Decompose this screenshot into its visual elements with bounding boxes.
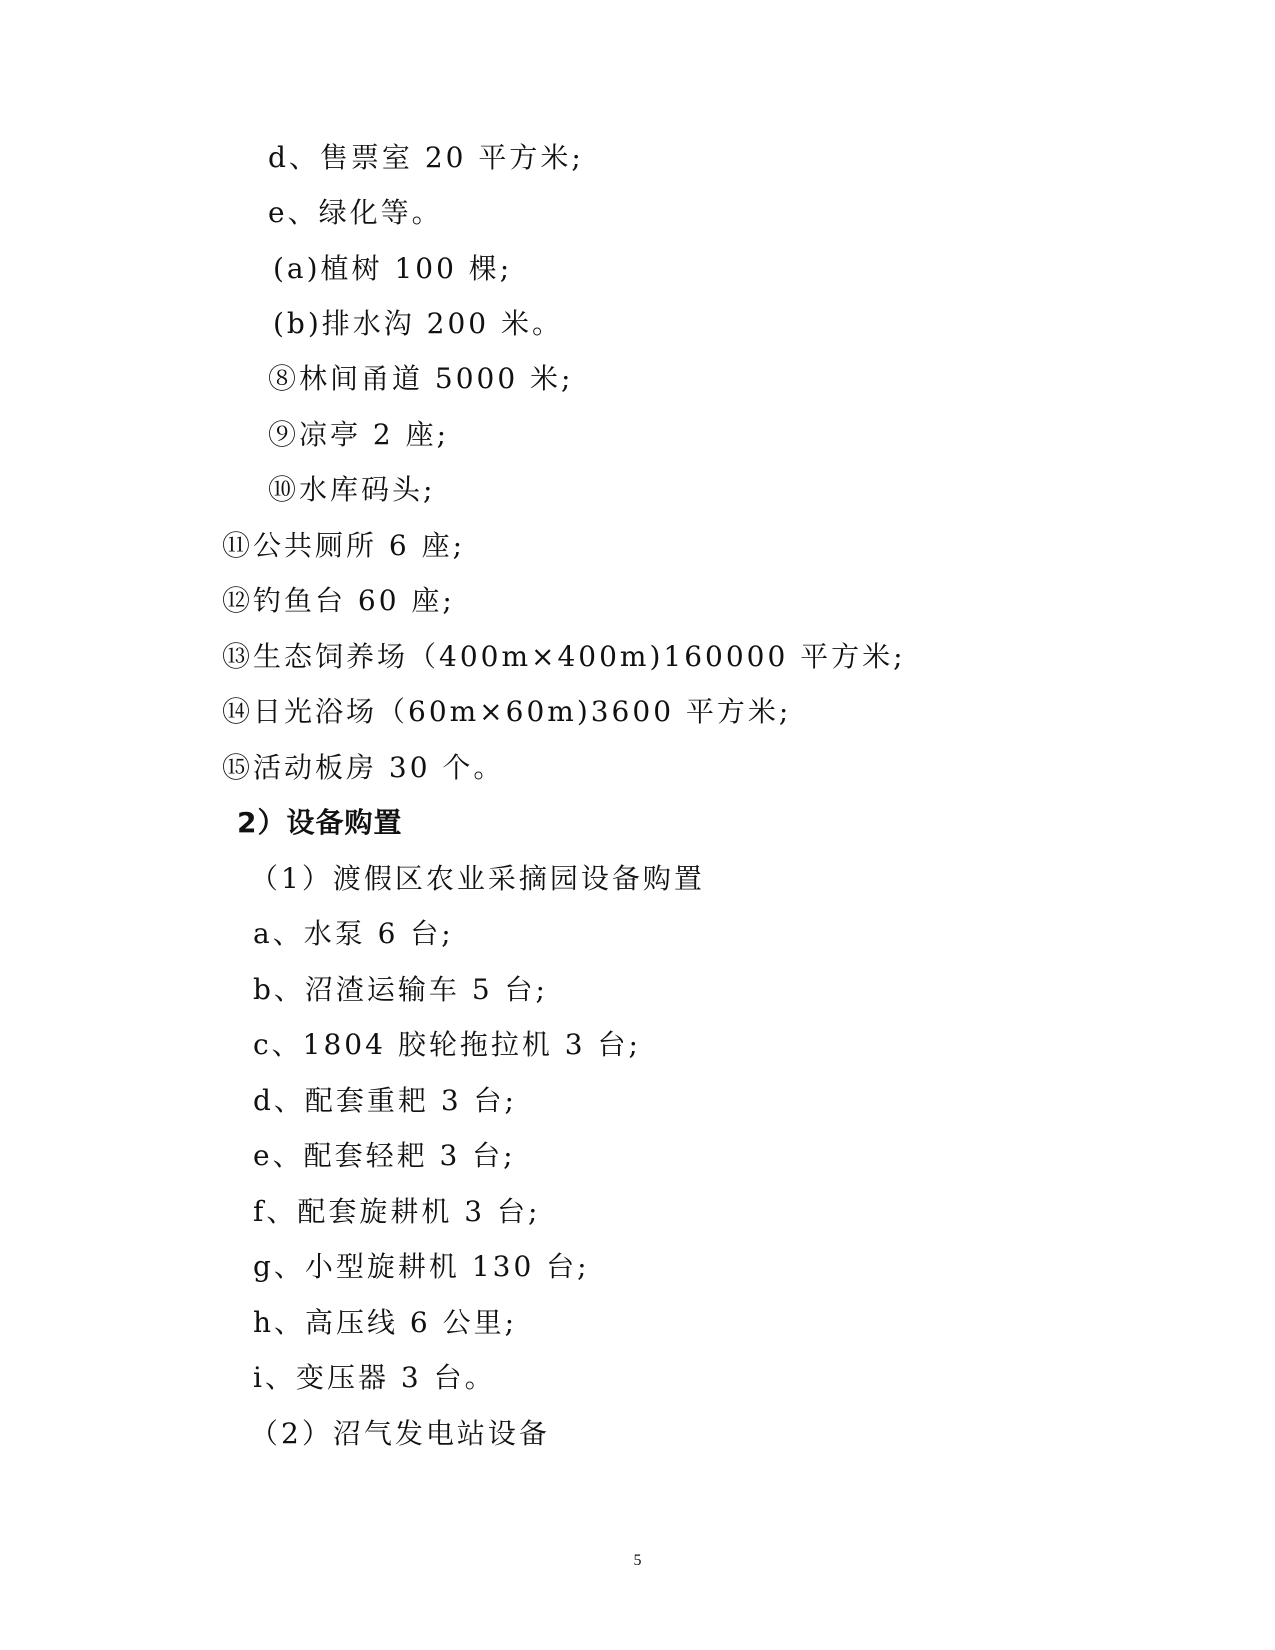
text-line: ⑨凉亭 2 座; <box>268 418 450 451</box>
text-line: (b)排水沟 200 米。 <box>273 307 564 340</box>
text-line: ⑭日光浴场（60m×60m)3600 平方米; <box>222 695 792 728</box>
subsection-heading: （1）渡假区农业采摘园设备购置 <box>250 862 705 895</box>
list-item: g、小型旋耕机 130 台; <box>253 1250 590 1283</box>
text-line: ⑩水库码头; <box>268 473 436 506</box>
text-line: ⑮活动板房 30 个。 <box>222 751 505 784</box>
text-line: ⑪公共厕所 6 座; <box>222 529 466 562</box>
list-item: c、1804 胶轮拖拉机 3 台; <box>253 1028 641 1061</box>
list-item: a、水泵 6 台; <box>253 917 454 950</box>
list-item: e、配套轻耙 3 台; <box>253 1139 516 1172</box>
list-item: b、沼渣运输车 5 台; <box>253 973 548 1006</box>
text-line: (a)植树 100 棵; <box>273 252 513 285</box>
section-heading: 2）设备购置 <box>237 806 403 839</box>
page-number: 5 <box>633 1552 642 1569</box>
text-line: e、绿化等。 <box>268 196 443 229</box>
text-line: ⑬生态饲养场（400m×400m)160000 平方米; <box>222 640 906 673</box>
list-item: h、高压线 6 公里; <box>253 1306 518 1339</box>
text-line: ⑧林间甬道 5000 米; <box>268 362 574 395</box>
list-item: i、变压器 3 台。 <box>253 1361 496 1394</box>
subsection-heading: （2）沼气发电站设备 <box>250 1417 550 1450</box>
list-item: f、配套旋耕机 3 台; <box>253 1195 541 1228</box>
text-line: ⑫钓鱼台 60 座; <box>222 584 455 617</box>
list-item: d、配套重耙 3 台; <box>253 1084 517 1117</box>
text-line: d、售票室 20 平方米; <box>268 141 584 174</box>
